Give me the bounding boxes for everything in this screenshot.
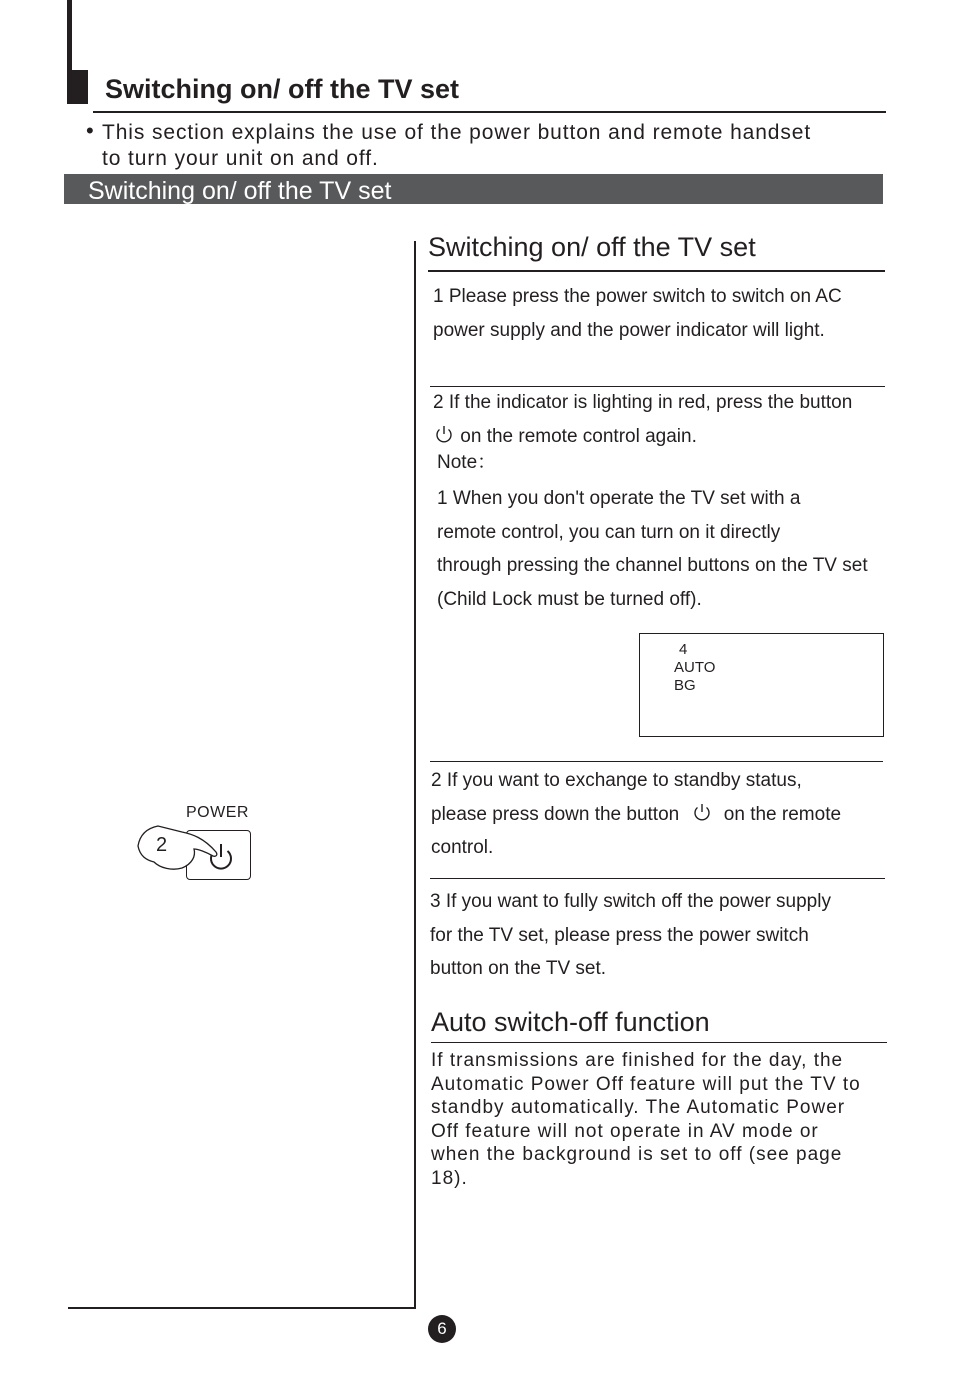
note-line-1: 1 When you don't operate the TV set with a — [437, 488, 801, 509]
page-title: Switching on/ off the TV set — [105, 74, 459, 104]
auto-off-line-4: Off feature will not operate in AV mode or — [431, 1120, 819, 1142]
note-label: Note： — [437, 452, 497, 473]
power-icon — [685, 803, 719, 823]
power-button-label: POWER — [186, 804, 249, 821]
power-icon — [433, 425, 455, 445]
note-line-2: remote control, you can turn on it directly — [437, 521, 781, 543]
note-text — [437, 482, 868, 616]
section-title-rule — [428, 270, 885, 272]
step1-line-2: power supply and the power indicator will light. — [433, 319, 825, 341]
header-marker-block — [67, 70, 88, 104]
power-off-text — [430, 885, 831, 986]
section-title-auto-off: Auto switch-off function — [431, 1007, 710, 1037]
hand-pointer-icon — [136, 824, 226, 874]
intro-line-2: to turn your unit on and off. — [102, 147, 379, 170]
power-off-line-3: button on the TV set. — [430, 958, 607, 979]
auto-off-line-5: when the background is set to off (see page — [431, 1144, 843, 1165]
column-divider — [414, 241, 416, 1309]
osd-tuning-mode: AUTO — [674, 659, 716, 676]
note-line-3: through pressing the channel buttons on the TV set — [437, 555, 868, 576]
title-underline — [93, 111, 886, 113]
step1-text — [433, 280, 842, 347]
standby-text — [431, 764, 841, 865]
note-line-4: (Child Lock must be turned off). — [437, 588, 702, 610]
auto-off-text — [431, 1049, 861, 1190]
power-off-line-2: for the TV set, please press the power switch — [430, 924, 809, 946]
power-off-line-1: 3 If you want to fully switch off the power supply — [430, 891, 831, 912]
divider-2 — [430, 761, 883, 762]
bottom-rule — [68, 1307, 416, 1309]
osd-display-box — [639, 633, 884, 737]
standby-line-2b: on the remote — [723, 803, 842, 825]
auto-off-line-1: If transmissions are finished for the day, the — [431, 1050, 844, 1071]
step2-line-2-text: on the remote control again. — [455, 425, 697, 447]
intro-bullet: • — [86, 118, 94, 143]
standby-line-2a: please press down the button — [431, 803, 680, 825]
osd-channel-number: 4 — [679, 641, 688, 658]
auto-off-line-3: standby automatically. The Automatic Power — [431, 1097, 846, 1118]
section-title-switching: Switching on/ off the TV set — [428, 232, 756, 262]
page-number: 6 — [428, 1315, 456, 1343]
standby-line-1: 2 If you want to exchange to standby status, — [431, 770, 802, 791]
step2-line-2 — [433, 420, 852, 454]
divider-3 — [430, 878, 885, 879]
intro-line-1: This section explains the use of the power button and remote handset — [102, 121, 812, 144]
standby-line-2 — [431, 798, 841, 832]
auto-off-line-2: Automatic Power Off feature will put the TV to — [431, 1073, 861, 1095]
step2-line-1: 2 If the indicator is lighting in red, press the button — [433, 392, 853, 413]
step2-text — [433, 386, 852, 453]
standby-line-3: control. — [431, 837, 494, 858]
auto-off-line-6: 18). — [431, 1167, 468, 1189]
auto-off-title-rule — [431, 1042, 887, 1043]
section-banner-title: Switching on/ off the TV set — [88, 177, 392, 205]
step1-line-1: 1 Please press the power switch to switch on AC — [433, 286, 842, 307]
step-number: 2 — [156, 834, 168, 856]
osd-sound-system: BG — [674, 677, 696, 694]
intro-text — [102, 120, 811, 172]
